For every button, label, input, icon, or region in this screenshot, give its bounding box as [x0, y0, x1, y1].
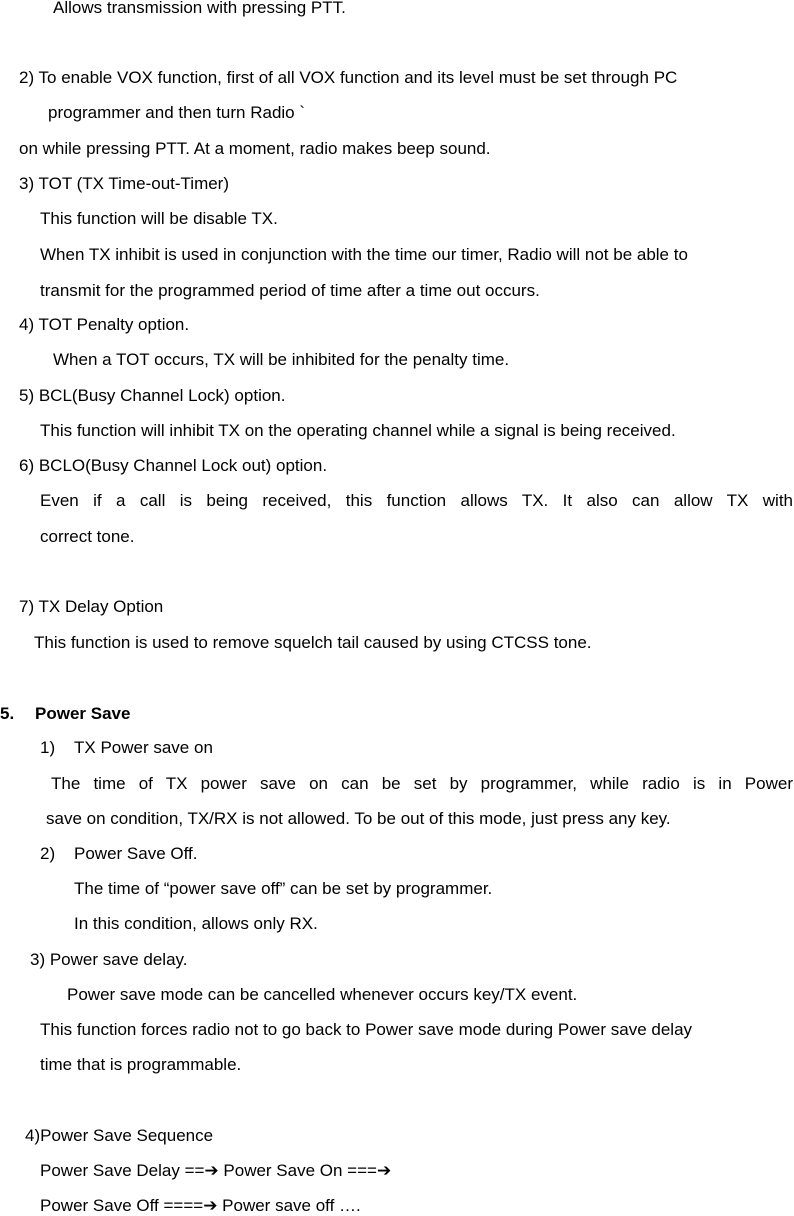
line-tx-power-save-condition: save on condition, TX/RX is not allowed. To be out of this mode, just press any key. — [46, 809, 671, 828]
heading-tot-penalty: 4) TOT Penalty option. — [19, 315, 190, 334]
heading-power-save-delay: 3) Power save delay. — [30, 950, 188, 969]
section-number-power-save: 5. — [0, 704, 15, 723]
item-title-power-save-off: Power Save Off. — [74, 844, 198, 863]
line-bclo-tone: correct tone. — [40, 527, 135, 546]
line-power-save-delay-cancel: Power save mode can be cancelled whenever occurs key/TX event. — [67, 985, 578, 1004]
section-title-power-save: Power Save — [35, 704, 131, 723]
line-allows-transmission: Allows transmission with pressing PTT. — [53, 0, 346, 17]
line-bclo-allow: Even if a call is being received, this function allows TX. It also can allow TX with — [40, 491, 793, 510]
item-number-tx-power-save: 1) — [40, 738, 56, 757]
heading-bclo: 6) BCLO(Busy Channel Lock out) option. — [19, 456, 328, 475]
sequence-step-off: Power Save Off ==== — [40, 1196, 204, 1215]
arrow-right-icon: ➔ — [204, 1161, 219, 1181]
item-number-power-save-off: 2) — [40, 844, 56, 863]
sequence-step-delay: Power Save Delay == — [40, 1161, 205, 1180]
line-tot-inhibit: When TX inhibit is used in conjunction with the time our timer, Radio will not be able to — [40, 245, 688, 264]
sequence-line-2 — [40, 1196, 361, 1216]
line-power-save-delay-time: time that is programmable. — [40, 1055, 242, 1074]
line-vox-enable: 2) To enable VOX function, first of all VOX function and its level must be set through PC — [19, 68, 678, 87]
heading-bcl: 5) BCL(Busy Channel Lock) option. — [19, 386, 286, 405]
heading-tx-delay: 7) TX Delay Option — [19, 597, 164, 616]
line-tot-disable: This function will be disable TX. — [40, 209, 278, 228]
heading-power-save-sequence: 4)Power Save Sequence — [25, 1126, 214, 1145]
line-tot-transmit: transmit for the programmed period of time after a time out occurs. — [40, 281, 540, 300]
line-vox-beep: on while pressing PTT. At a moment, radio makes beep sound. — [19, 139, 491, 158]
arrow-right-icon: ➔ — [203, 1196, 218, 1216]
heading-tot: 3) TOT (TX Time-out-Timer) — [19, 174, 230, 193]
line-power-save-delay-force: This function forces radio not to go back to Power save mode during Power save delay — [40, 1020, 693, 1039]
line-bcl: This function will inhibit TX on the operating channel while a signal is being received. — [40, 421, 676, 440]
line-tx-power-save-time: The time of TX power save on can be set by programmer, while radio is in Power — [51, 774, 793, 793]
line-power-save-off-time: The time of “power save off” can be set by programmer. — [74, 879, 493, 898]
item-title-tx-power-save: TX Power save on — [74, 738, 213, 757]
sequence-line-1 — [40, 1161, 391, 1181]
line-vox-programmer: programmer and then turn Radio ` — [48, 103, 306, 122]
arrow-right-icon: ➔ — [376, 1161, 392, 1181]
line-tx-delay: This function is used to remove squelch tail caused by using CTCSS tone. — [34, 633, 592, 652]
sequence-step-off-end: Power save off …. — [217, 1196, 361, 1215]
line-power-save-off-rx: In this condition, allows only RX. — [74, 914, 318, 933]
sequence-step-on: Power Save On === — [218, 1161, 377, 1180]
line-tot-penalty: When a TOT occurs, TX will be inhibited for the penalty time. — [53, 350, 510, 369]
